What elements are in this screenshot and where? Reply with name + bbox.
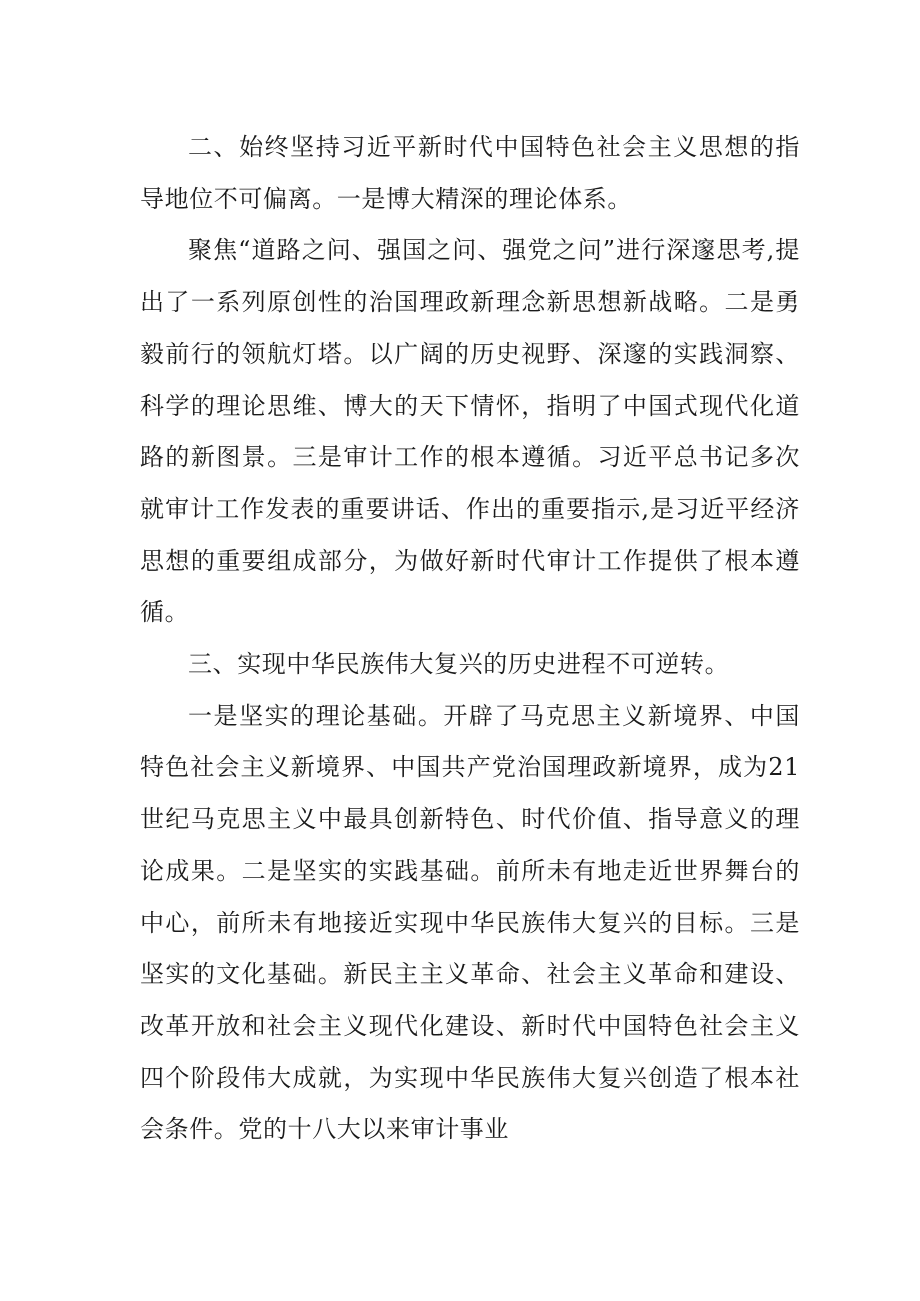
paragraph-2: 聚焦“道路之问、强国之问、强党之问”进行深邃思考,提出了一系列原创性的治国理政新理念新思想新战略。二是勇毅前行的领航灯塔。以广阔的历史视野、深邃的实践洞察、科学的理论思维、博大的天下情怀，指明了中国式现代化道路的新图景。三是审计工作的根本遵循。习近平总书记多次就审计工作发表的重要讲话、作出的重要指示,是习近平经济思想的重要组成部分，为做好新时代审计工作提供了根本遵循。 [140, 236, 800, 627]
paragraph-3: 三、实现中华民族伟大复兴的历史进程不可逆转。 [188, 650, 730, 679]
paragraph-4: 一是坚实的理论基础。开辟了马克思主义新境界、中国特色社会主义新境界、中国共产党治国理政新境界，成为21世纪马克思主义中最具创新特色、时代价值、指导意义的理论成果。二是坚实的实践基础。前所未有地走近世界舞台的中心，前所未有地接近实现中华民族伟大复兴的目标。三是坚实的文化基础。新民主主义革命、社会主义革命和建设、改革开放和社会主义现代化建设、新时代中国特色社会主义四个阶段伟大成就，为实现中华民族伟大复兴创造了根本社会条件。党的十八大以来审计事业 [140, 701, 800, 1144]
document-body [140, 122, 800, 1156]
paragraph-1: 二、始终坚持习近平新时代中国特色社会主义思想的指导地位不可偏离。一是博大精深的理论体系。 [140, 133, 800, 213]
